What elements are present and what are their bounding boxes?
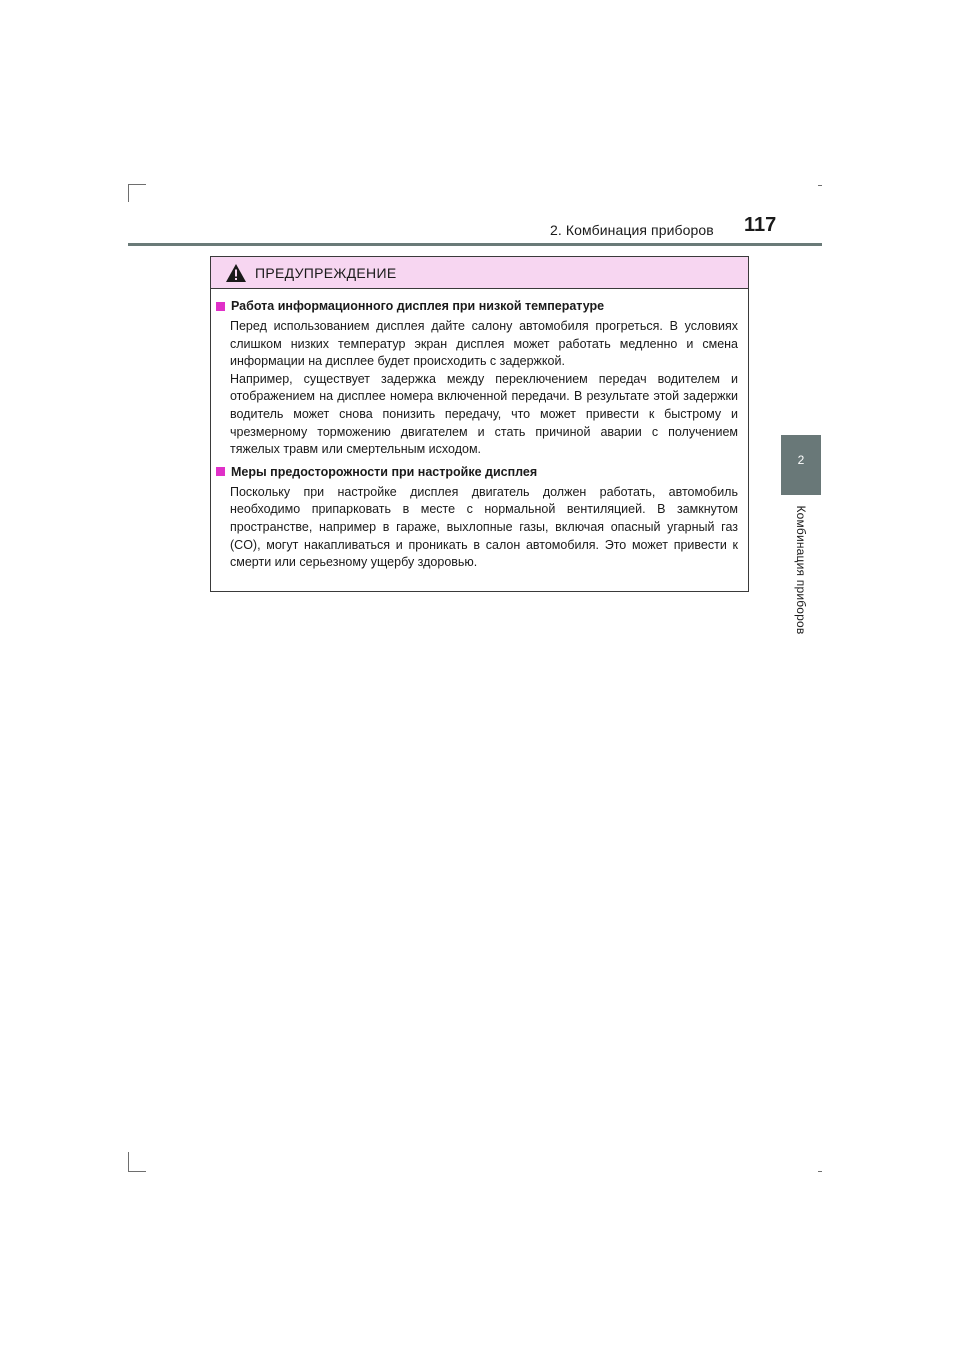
running-header-title: 2. Комбинация приборов <box>550 222 714 238</box>
crop-mark-top-right <box>818 185 822 186</box>
chapter-side-label: Комбинация приборов <box>794 505 808 635</box>
chapter-number: 2 <box>797 453 805 467</box>
paragraph: Поскольку при настройке дисплея двигатель должен работать, автомобиль необходимо припарковать в месте с нормальной вентиляцией. В замкнутом пространстве, например в гараже, выхлопные газы, включая опасный угарный газ (CO), могут накапливаться и проникать в салон автомобиля. Это может привести к смерти или серьезному ущербу здоровью. <box>230 484 738 570</box>
section-heading-text: Работа информационного дисплея при низкой температуре <box>231 299 605 313</box>
warning-body <box>211 289 748 572</box>
warning-triangle-icon <box>225 263 247 283</box>
warning-section <box>216 299 738 459</box>
square-bullet-icon <box>216 467 225 476</box>
square-bullet-icon <box>216 302 225 311</box>
crop-mark-top-left-horizontal <box>128 184 146 185</box>
page-number: 117 <box>744 214 777 236</box>
crop-mark-bottom-right <box>818 1171 822 1172</box>
header-rule <box>128 243 822 246</box>
chapter-tab <box>781 435 821 495</box>
section-heading <box>216 299 738 313</box>
warning-header <box>211 257 748 289</box>
paragraph: Перед использованием дисплея дайте салону автомобиля прогреться. В условиях слишком низких температур экран дисплея может работать медленно и смена информации на дисплее будет происходить с задержкой. <box>230 319 738 369</box>
warning-section <box>216 465 738 572</box>
crop-mark-bottom-left-vertical <box>128 1152 129 1172</box>
crop-mark-top-left-vertical <box>128 184 129 202</box>
section-heading-text: Меры предосторожности при настройке дисплея <box>231 464 538 479</box>
paragraph: Например, существует задержка между переключением передач водителем и отображением на дисплее номера включенной передачи. В результате этой задержки водитель может снова понизить передачу, что может привести к быстрому и чрезмерному торможению двигателем и стать причиной аварии с получением тяжелых травм или смертельным исходом. <box>230 371 738 457</box>
warning-title: ПРЕДУПРЕЖДЕНИЕ <box>255 264 397 281</box>
section-heading <box>216 465 738 479</box>
warning-box <box>210 256 749 592</box>
crop-mark-bottom-left-horizontal <box>128 1171 146 1172</box>
